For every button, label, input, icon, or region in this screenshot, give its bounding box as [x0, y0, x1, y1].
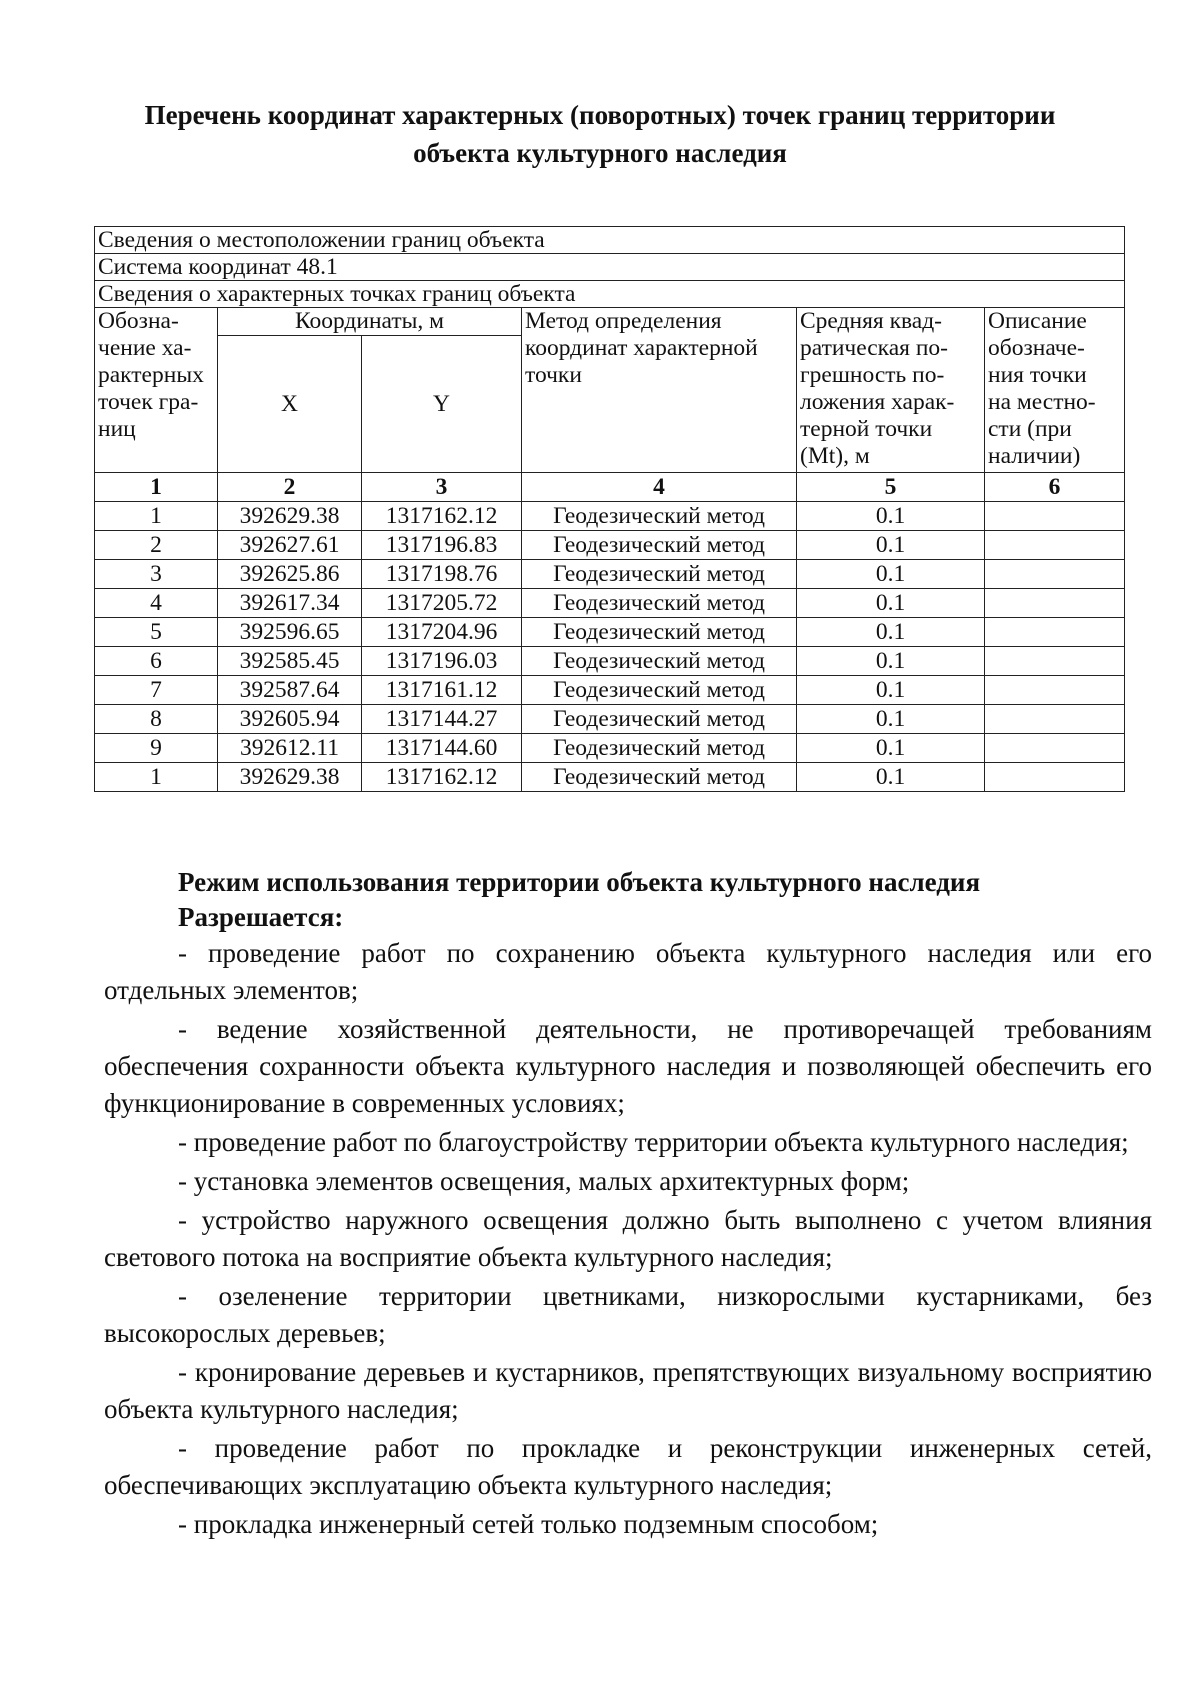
x-cell: 392627.61	[218, 531, 362, 560]
allowed-list	[0, 935, 1200, 1543]
y-cell: 1317161.12	[362, 676, 522, 705]
table-row	[95, 763, 1125, 792]
point-number-cell: 2	[95, 531, 218, 560]
header-y: Y	[362, 336, 522, 473]
description-cell	[985, 589, 1125, 618]
table-row	[95, 676, 1125, 705]
description-cell	[985, 502, 1125, 531]
y-cell: 1317196.83	[362, 531, 522, 560]
method-cell: Геодезический метод	[522, 560, 797, 589]
header-description: Описание обозначе- ния точки на местно- сти (при наличии)	[985, 308, 1125, 473]
method-cell: Геодезический метод	[522, 676, 797, 705]
mt-cell: 0.1	[797, 676, 985, 705]
column-number: 2	[218, 473, 362, 502]
column-number: 6	[985, 473, 1125, 502]
point-number-cell: 1	[95, 502, 218, 531]
allowed-heading: Разрешается:	[178, 902, 344, 932]
title-line-2: объекта культурного наследия	[413, 138, 787, 168]
method-cell: Геодезический метод	[522, 705, 797, 734]
header-method: Метод определения координат характерной точки	[522, 308, 797, 473]
description-cell	[985, 560, 1125, 589]
description-cell	[985, 618, 1125, 647]
list-item: - кронирование деревьев и кустарников, препятствующих визуальному восприятию объекта культурного наследия;	[104, 1357, 1152, 1424]
x-cell: 392605.94	[218, 705, 362, 734]
point-number-cell: 8	[95, 705, 218, 734]
points-info-row: Сведения о характерных точках границ объекта	[95, 281, 1125, 308]
x-cell: 392617.34	[218, 589, 362, 618]
point-number-cell: 3	[95, 560, 218, 589]
list-item: - проведение работ по благоустройству территории объекта культурного наследия;	[178, 1127, 1129, 1157]
column-number: 1	[95, 473, 218, 502]
mt-cell: 0.1	[797, 560, 985, 589]
table-row	[95, 560, 1125, 589]
method-cell: Геодезический метод	[522, 589, 797, 618]
coordinate-system-row: Система координат 48.1	[95, 254, 1125, 281]
x-cell: 392629.38	[218, 502, 362, 531]
column-number: 4	[522, 473, 797, 502]
point-number-cell: 5	[95, 618, 218, 647]
y-cell: 1317204.96	[362, 618, 522, 647]
mt-cell: 0.1	[797, 763, 985, 792]
table-row	[95, 502, 1125, 531]
method-cell: Геодезический метод	[522, 618, 797, 647]
table-row	[95, 647, 1125, 676]
point-number-cell: 7	[95, 676, 218, 705]
table-row	[95, 734, 1125, 763]
x-cell: 392625.86	[218, 560, 362, 589]
method-cell: Геодезический метод	[522, 531, 797, 560]
list-item: - озеленение территории цветниками, низкорослыми кустарниками, без высокорослых деревьев;	[104, 1281, 1152, 1348]
column-number-row	[95, 473, 1125, 502]
column-number: 3	[362, 473, 522, 502]
y-cell: 1317162.12	[362, 502, 522, 531]
header-x: X	[218, 336, 362, 473]
point-number-cell: 4	[95, 589, 218, 618]
mt-cell: 0.1	[797, 589, 985, 618]
table-row	[95, 618, 1125, 647]
header-error: Средняя квад- ратическая по- грешность по- ложения харак- терной точки (Mt), м	[797, 308, 985, 473]
document-title	[0, 96, 1200, 172]
method-cell: Геодезический метод	[522, 734, 797, 763]
description-cell	[985, 676, 1125, 705]
mt-cell: 0.1	[797, 618, 985, 647]
description-cell	[985, 734, 1125, 763]
list-item: - проведение работ по сохранению объекта культурного наследия или его отдельных элементов;	[104, 938, 1152, 1005]
description-cell	[985, 763, 1125, 792]
description-cell	[985, 531, 1125, 560]
header-coordinates: Координаты, м	[218, 308, 522, 336]
list-item: - проведение работ по прокладке и реконструкции инженерных сетей, обеспечивающих эксплуатацию объекта культурного наследия;	[104, 1433, 1152, 1500]
header-designation: Обозна- чение ха- рактерных точек гра- ниц	[95, 308, 218, 473]
list-item: - устройство наружного освещения должно быть выполнено с учетом влияния светового потока на восприятие объекта культурного наследия;	[104, 1205, 1152, 1272]
mt-cell: 0.1	[797, 734, 985, 763]
location-info-row: Сведения о местоположении границ объекта	[95, 227, 1125, 254]
method-cell: Геодезический метод	[522, 647, 797, 676]
description-cell	[985, 647, 1125, 676]
list-item: - прокладка инженерный сетей только подземным способом;	[178, 1509, 879, 1539]
description-cell	[985, 705, 1125, 734]
table-row	[95, 589, 1125, 618]
y-cell: 1317196.03	[362, 647, 522, 676]
y-cell: 1317198.76	[362, 560, 522, 589]
x-cell: 392596.65	[218, 618, 362, 647]
mt-cell: 0.1	[797, 705, 985, 734]
regime-heading: Режим использования территории объекта культурного наследия	[178, 867, 981, 897]
method-cell: Геодезический метод	[522, 763, 797, 792]
method-cell: Геодезический метод	[522, 502, 797, 531]
x-cell: 392629.38	[218, 763, 362, 792]
table-row	[95, 531, 1125, 560]
y-cell: 1317144.60	[362, 734, 522, 763]
column-number: 5	[797, 473, 985, 502]
point-number-cell: 9	[95, 734, 218, 763]
title-line-1: Перечень координат характерных (поворотных) точек границ территории	[144, 100, 1056, 130]
mt-cell: 0.1	[797, 502, 985, 531]
coordinates-table	[94, 226, 1125, 792]
y-cell: 1317144.27	[362, 705, 522, 734]
x-cell: 392587.64	[218, 676, 362, 705]
regime-section	[0, 865, 1200, 1543]
x-cell: 392612.11	[218, 734, 362, 763]
y-cell: 1317162.12	[362, 763, 522, 792]
mt-cell: 0.1	[797, 647, 985, 676]
table-row	[95, 705, 1125, 734]
mt-cell: 0.1	[797, 531, 985, 560]
list-item: - ведение хозяйственной деятельности, не противоречащей требованиям обеспечения сохранности объекта культурного наследия и позволяющей обеспечить его функционирование в современных условиях;	[104, 1014, 1152, 1118]
x-cell: 392585.45	[218, 647, 362, 676]
list-item: - установка элементов освещения, малых архитектурных форм;	[178, 1166, 910, 1196]
point-number-cell: 6	[95, 647, 218, 676]
point-number-cell: 1	[95, 763, 218, 792]
y-cell: 1317205.72	[362, 589, 522, 618]
